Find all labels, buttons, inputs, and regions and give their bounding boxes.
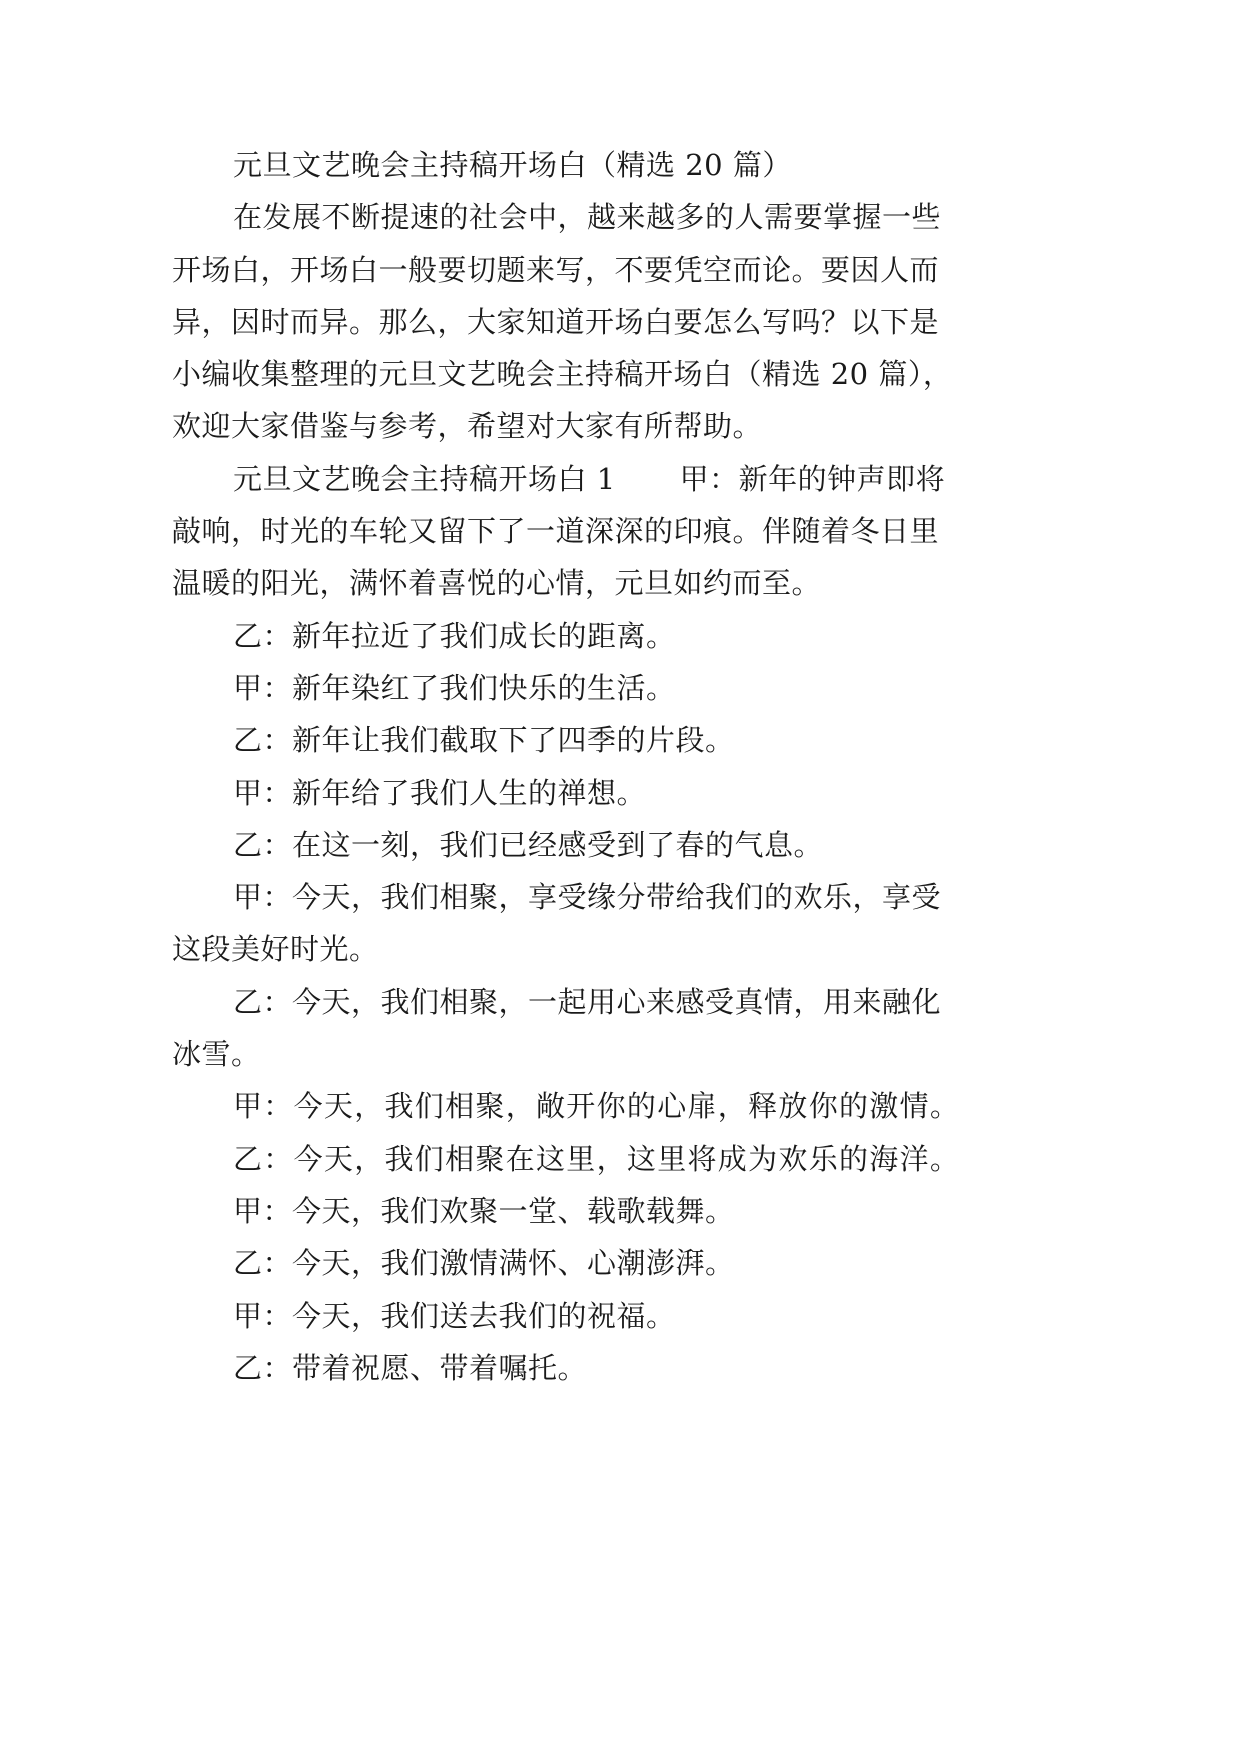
script-line: 甲：新年染红了我们快乐的生活。 — [233, 670, 676, 705]
document-body — [172, 139, 992, 1394]
intro-line: 在发展不断提速的社会中，越来越多的人需要掌握一些 — [233, 200, 942, 235]
intro-line: 异，因时而异。那么，大家知道开场白要怎么写吗？以下是 — [172, 304, 940, 339]
script-line: 甲：今天，我们欢聚一堂、载歌载舞。 — [233, 1193, 735, 1228]
script-line: 乙：新年拉近了我们成长的距离。 — [233, 618, 676, 653]
intro-line: 欢迎大家借鉴与参考，希望对大家有所帮助。 — [172, 409, 763, 444]
script-line: 甲：今天，我们相聚，敞开你的心扉，释放你的激情。 — [233, 1089, 961, 1124]
section-heading-line — [172, 453, 992, 505]
script-line: 乙：新年让我们截取下了四季的片段。 — [233, 723, 735, 758]
script-line: 乙：带着祝愿、带着嘱托。 — [233, 1350, 588, 1385]
intro-line: 开场白，开场白一般要切题来写，不要凭空而论。要因人而 — [172, 252, 940, 287]
script-line: 甲：今天，我们相聚，享受缘分带给我们的欢乐，享受 — [233, 880, 942, 915]
script-line: 甲：新年给了我们人生的禅想。 — [233, 775, 647, 810]
script-line: 敲响，时光的车轮又留下了一道深深的印痕。伴随着冬日里 — [172, 514, 940, 549]
script-line: 乙：今天，我们相聚在这里，这里将成为欢乐的海洋。 — [233, 1141, 961, 1176]
script-line: 甲：新年的钟声即将 — [679, 461, 946, 496]
script-line: 乙：在这一刻，我们已经感受到了春的气息。 — [233, 827, 824, 862]
intro-line: 小编收集整理的元旦文艺晚会主持稿开场白（精选 20 篇）， — [172, 357, 953, 392]
document-title: 元旦文艺晚会主持稿开场白（精选 20 篇） — [233, 148, 792, 182]
script-line: 乙：今天，我们相聚，一起用心来感受真情，用来融化 — [233, 984, 942, 1019]
script-line: 这段美好时光。 — [172, 932, 379, 967]
script-line: 甲：今天，我们送去我们的祝福。 — [233, 1298, 676, 1333]
section-heading: 元旦文艺晚会主持稿开场白 1 — [233, 461, 616, 496]
script-line: 冰雪。 — [172, 1037, 261, 1072]
script-line: 温暖的阳光，满怀着喜悦的心情，元旦如约而至。 — [172, 566, 822, 601]
script-line: 乙：今天，我们激情满怀、心潮澎湃。 — [233, 1246, 735, 1281]
